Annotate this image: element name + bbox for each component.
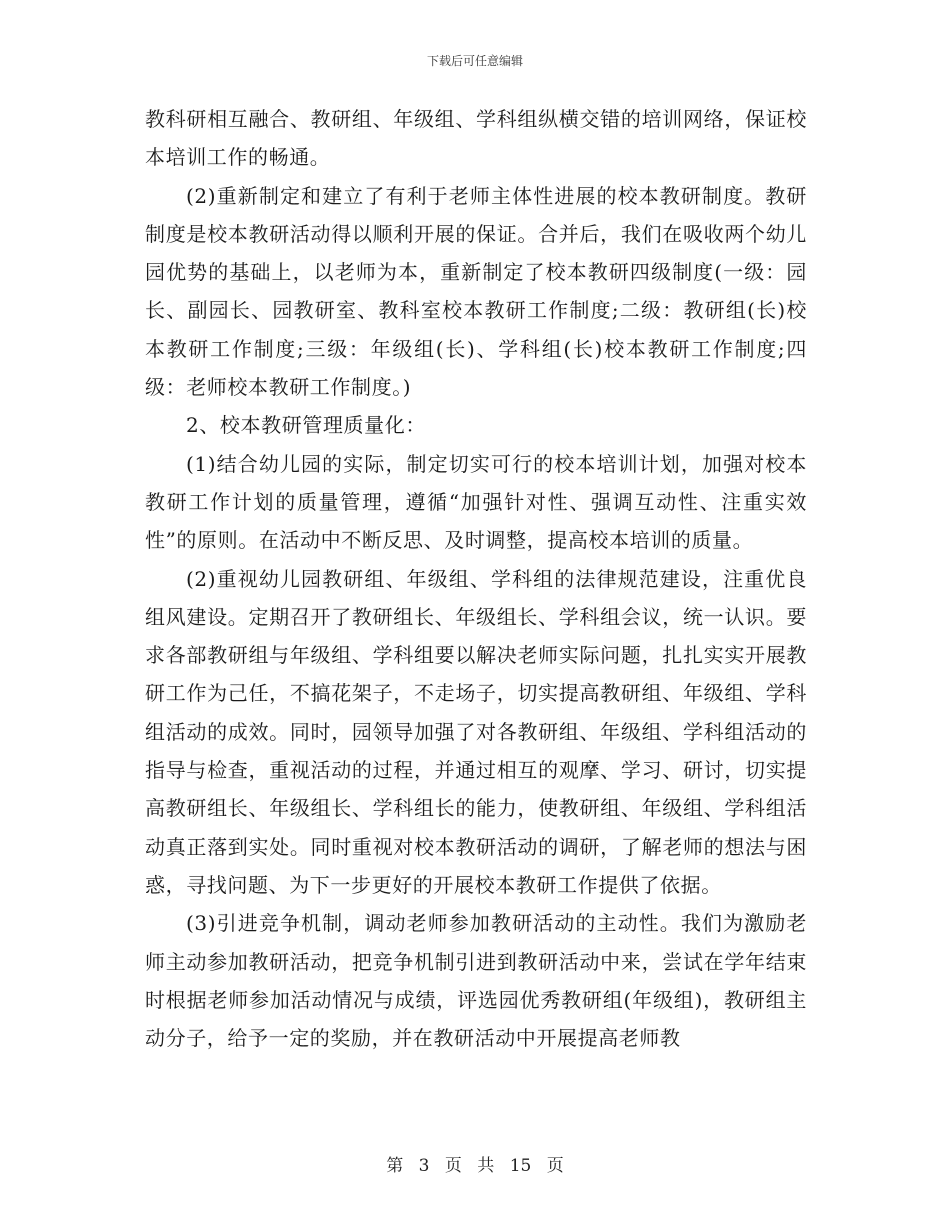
page-footer — [0, 1154, 950, 1178]
paragraph-competition-mechanism: (3)引进竞争机制，调动老师参加教研活动的主动性。我们为激励老师主动参加教研活动，把竞争机制引进到教研活动中来，尝试在学年结束时根据老师参加活动情况与成绩，评选园优秀教研组(年级组)，教研组主动分子，给予一定的奖励，并在教研活动中开展提高老师教 — [145, 911, 807, 1051]
footer-label-di: 第 — [386, 1156, 404, 1176]
footer-label-ye-end: 页 — [546, 1156, 564, 1176]
footer-label-ye: 页 — [444, 1156, 462, 1176]
paragraph-continuation: 教科研相互融合、教研组、年级组、学科组纵横交错的培训网络，保证校本培训工作的畅通。 — [145, 107, 807, 170]
paragraph-group-building: (2)重视幼儿园教研组、年级组、学科组的法律规范建设，注重优良组风建设。定期召开了教研组长、年级组长、学科组会议，统一认识。要求各部教研组与年级组、学科组要以解决老师实际问题，扎扎实实开展教研工作为己任，不搞花架子，不走场子，切实提高教研组、年级组、学科组活动的成效。同时，园领导加强了对各教研组、年级组、学科组活动的指导与检查，重视活动的过程，并通过相互的观摩、学习、研讨，切实提高教研组长、年级组长、学科组长的能力，使教研组、年级组、学科组活动真正落到实处。同时重视对校本教研活动的调研，了解老师的想法与困惑，寻找问题、为下一步更好的开展校本教研工作提供了依据。 — [145, 566, 807, 897]
paragraph-training-plan: (1)结合幼儿园的实际，制定切实可行的校本培训计划，加强对校本教研工作计划的质量管理，遵循“加强针对性、强调互动性、注重实效性”的原则。在活动中不断反思、及时调整，提高校本培训的质量。 — [145, 451, 807, 553]
footer-label-gong: 共 — [477, 1156, 495, 1176]
paragraph-research-system: (2)重新制定和建立了有利于老师主体性进展的校本教研制度。教研制度是校本教研活动得以顺利开展的保证。合并后，我们在吸收两个幼儿园优势的基础上，以老师为本，重新制定了校本教研四级制度(一级：园长、副园长、园教研室、教科室校本教研工作制度;二级：教研组(长)校本教研工作制度;三级：年级组(长)、学科组(长)校本教研工作制度;四级：老师校本教研工作制度。) — [145, 183, 807, 400]
footer-total-pages: 15 — [509, 1156, 532, 1176]
document-body — [145, 100, 807, 1057]
footer-page-number: 3 — [418, 1156, 430, 1176]
page-header-note: 下载后可任意编辑 — [426, 54, 523, 68]
section-heading-quality-management: 2、校本教研管理质量化： — [186, 413, 426, 438]
